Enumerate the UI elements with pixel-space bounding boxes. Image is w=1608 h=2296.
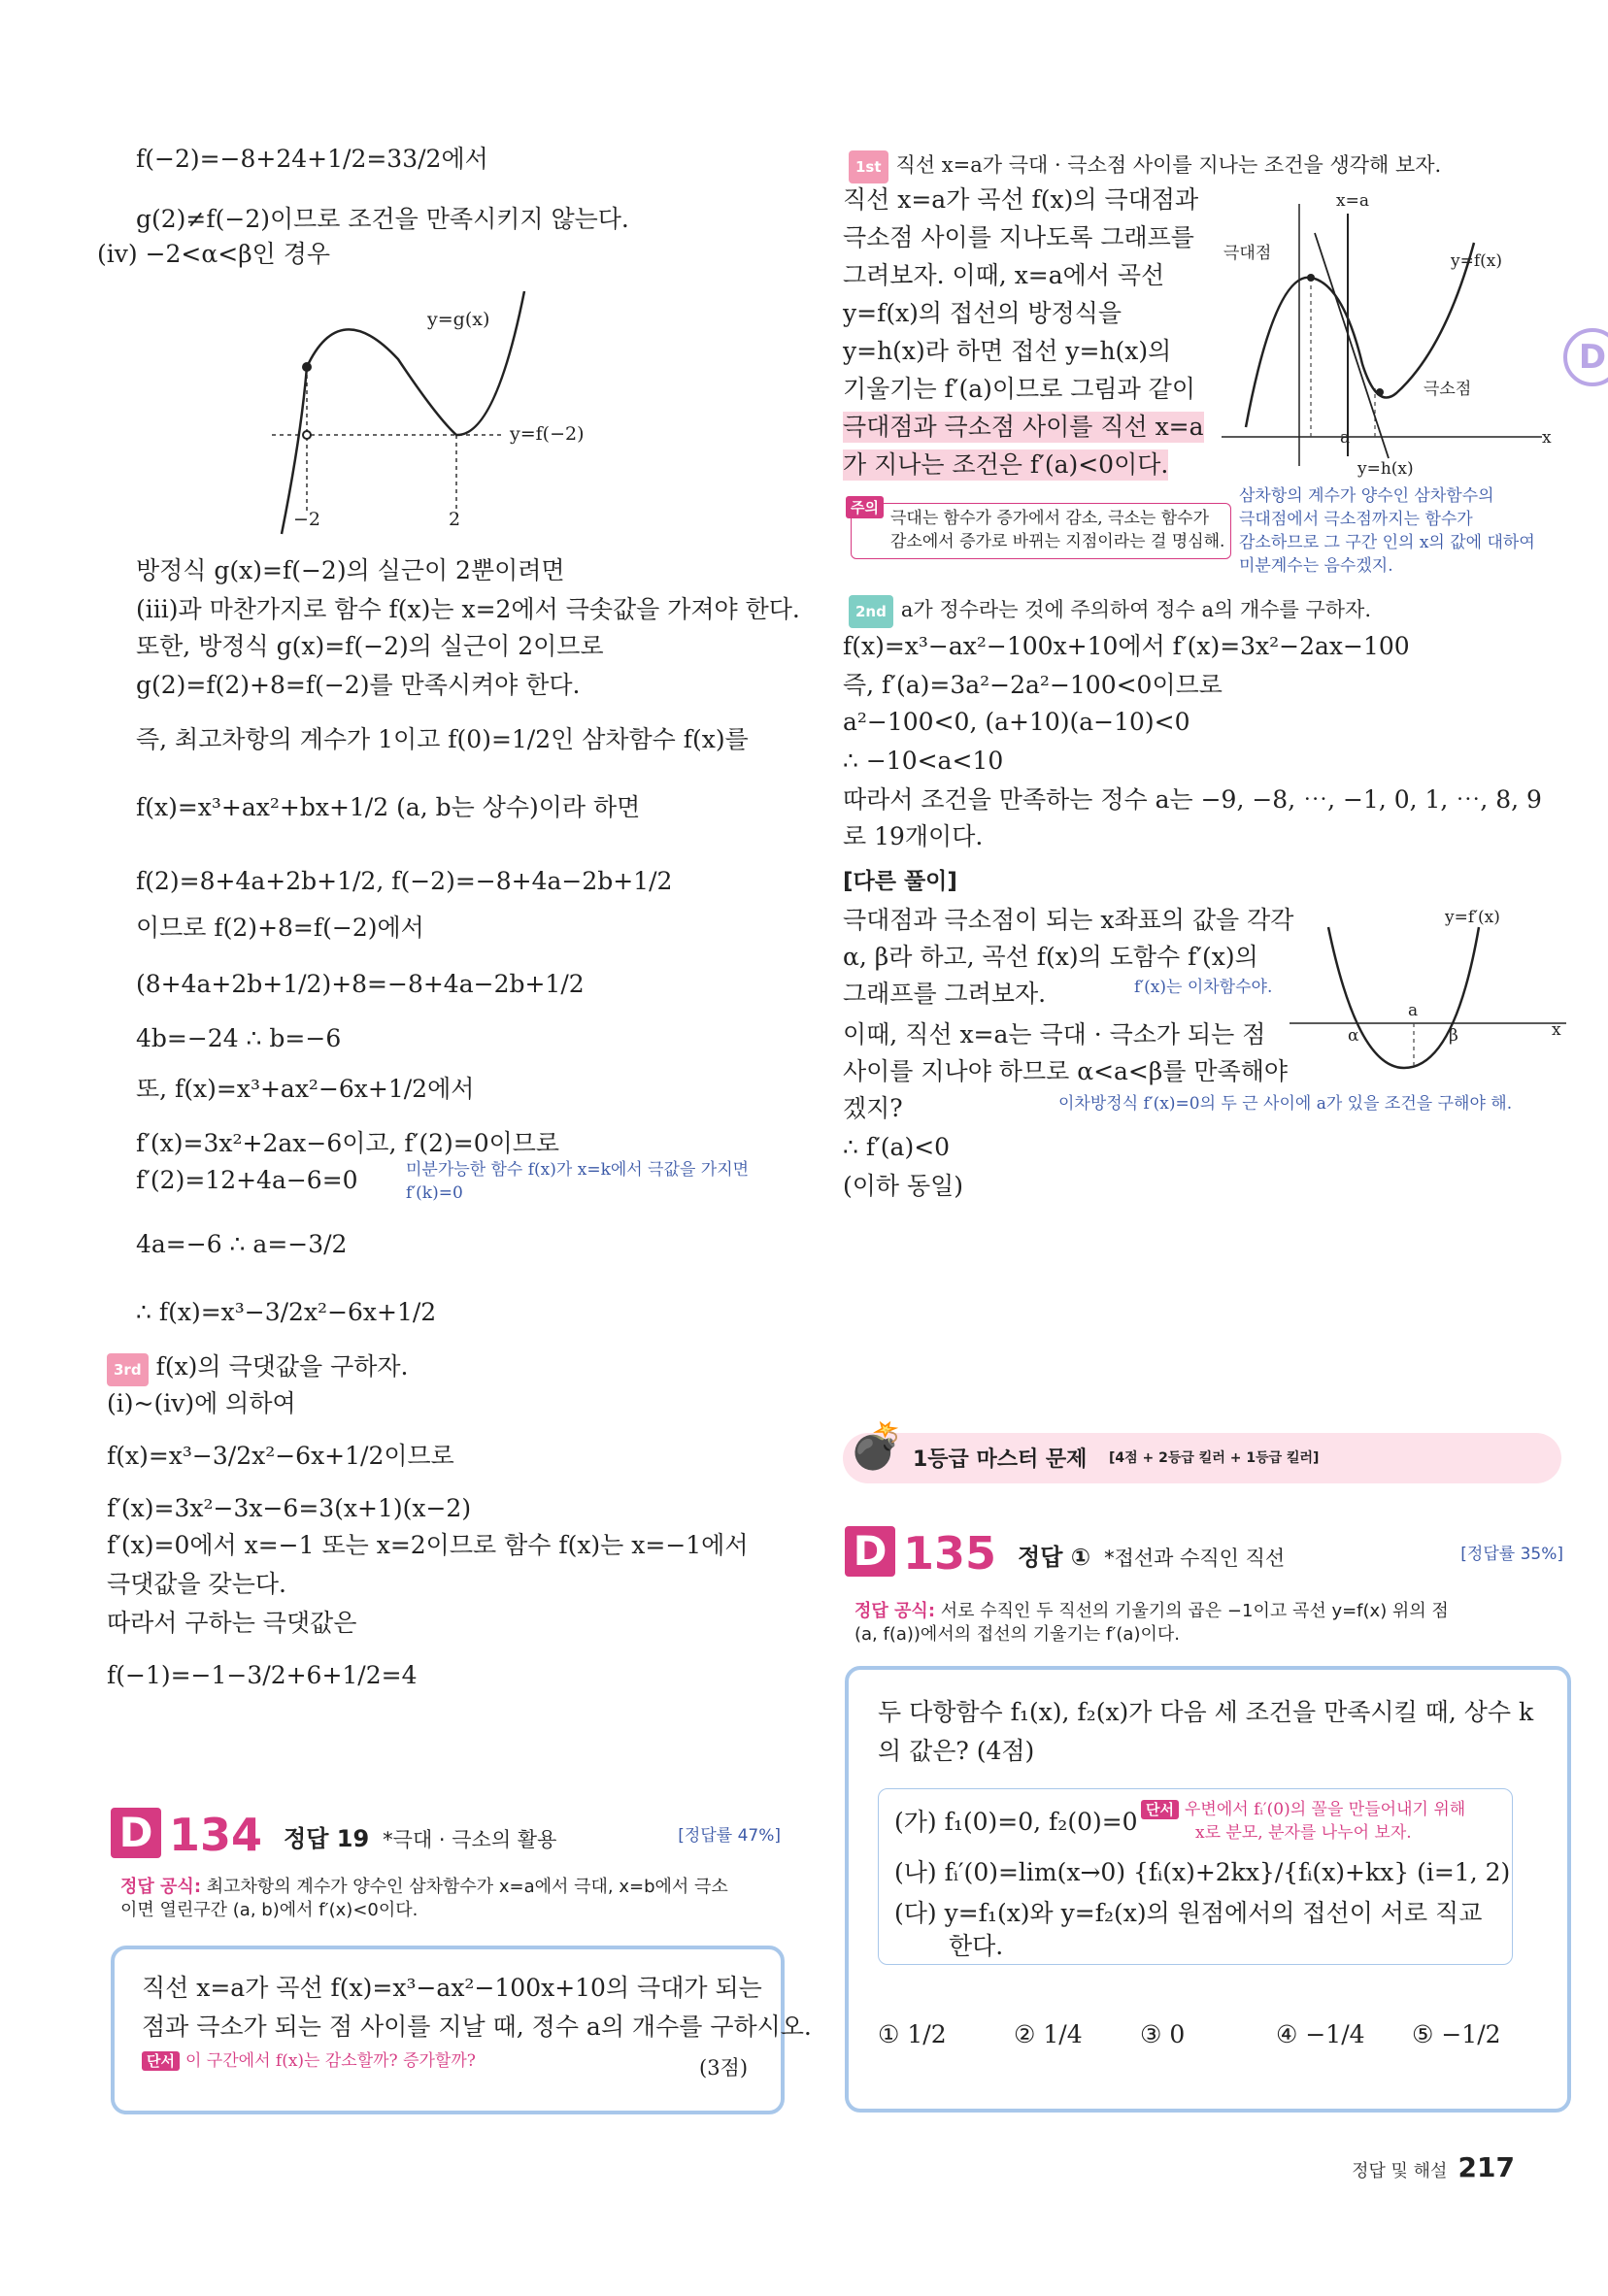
accuracy-rate: [정답률 35%] — [1460, 1545, 1563, 1564]
banner-sub: [4점 + 2등급 킬러 + 1등급 킬러] — [1109, 1450, 1320, 1466]
hint-text: x로 분모, 분자를 나누어 보자. — [1195, 1823, 1412, 1843]
formula-text: 서로 수직인 두 직선의 기울기의 곱은 −1이고 곡선 y=f(x) 위의 점 — [940, 1601, 1449, 1621]
formula-text: 이면 열린구간 (a, b)에서 f′(x)<0이다. — [120, 1900, 419, 1920]
formula-text: (a, f(a))에서의 접선의 기울기는 f′(a)이다. — [854, 1624, 1180, 1645]
text-line: y=h(x)라 하면 접선 y=h(x)의 — [843, 337, 1172, 365]
step-badge: 2nd — [849, 595, 893, 628]
step-heading — [849, 594, 1371, 628]
side-note: 감소하므로 그 구간 인의 x의 값에 대하여 — [1239, 533, 1535, 552]
graph-label: y=h(x) — [1357, 459, 1414, 479]
formula-text: 최고차항의 계수가 양수인 삼차함수가 x=a에서 극대, x=b에서 극소 — [206, 1877, 728, 1897]
text-line-highlight: 가 지나는 조건은 f′(a)<0이다. — [843, 450, 1169, 479]
condition: (가) f₁(0)=0, f₂(0)=0 — [894, 1808, 1138, 1836]
graph-f-prime — [1290, 922, 1571, 1097]
condition: 한다. — [949, 1932, 1004, 1960]
text-line: a²−100<0, (a+10)(a−10)<0 — [843, 708, 1190, 736]
text-line: f′(2)=12+4a−6=0 — [136, 1166, 358, 1194]
problem-number: 135 — [903, 1527, 997, 1580]
graph-label: β — [1449, 1026, 1458, 1046]
choice-1[interactable]: ① 1/2 — [878, 2020, 947, 2048]
text-line-highlight: 극대점과 극소점 사이를 직선 x=a — [843, 413, 1204, 441]
text-line: 직선 x=a가 곡선 f(x)의 극대점과 — [843, 185, 1199, 214]
formula-134 — [120, 1876, 771, 1922]
text-line: 4b=−24 ∴ b=−6 — [136, 1024, 342, 1052]
text-line: f(x)=x³−3/2x²−6x+1/2이므로 — [107, 1442, 454, 1470]
text-line: 겠지? — [843, 1094, 903, 1122]
points: (3점) — [699, 2056, 749, 2080]
x-tick: 2 — [449, 509, 461, 530]
master-banner — [843, 1419, 1561, 1483]
text-line: f(2)=8+4a+2b+1/2, f(−2)=−8+4a−2b+1/2 — [136, 867, 673, 895]
text-line: 즉, f′(a)=3a²−2a²−100<0이므로 — [843, 671, 1223, 699]
text-line: ∴ −10<a<10 — [843, 747, 1004, 775]
choice-4[interactable]: ④ −1/4 — [1276, 2020, 1365, 2048]
side-note: 미분가능한 함수 f(x)가 x=k에서 극값을 가지면 — [406, 1160, 750, 1180]
problem-letter: D — [845, 1526, 895, 1577]
graph-label: y=f′(x) — [1445, 908, 1500, 927]
hint-text: 우변에서 fᵢ′(0)의 꼴을 만들어내기 위해 — [1184, 1800, 1466, 1819]
text-line: 따라서 조건을 만족하는 정수 a는 −9, −8, ⋯, −1, 0, 1, ⋯, 8, 9 — [843, 785, 1542, 814]
text-line: ∴ f′(a)<0 — [843, 1133, 951, 1161]
text-line: 사이를 지나야 하므로 α<a<β를 만족해야 — [843, 1057, 1289, 1085]
graph-label: x — [1552, 1020, 1561, 1040]
text-line: 이므로 f(2)+8=f(−2)에서 — [136, 914, 424, 942]
x-tick: −2 — [293, 509, 321, 530]
text-line: f(−1)=−1−3/2+6+1/2=4 — [107, 1661, 418, 1689]
text-line: g(2)≠f(−2)이므로 조건을 만족시키지 않는다. — [136, 205, 629, 233]
banner-title: 1등급 마스터 문제 — [913, 1447, 1088, 1472]
text-line: α, β라 하고, 곡선 f(x)의 도함수 f′(x)의 — [843, 943, 1258, 971]
step-text: f(x)의 극댓값을 구하자. — [155, 1352, 409, 1381]
text-line: 또, f(x)=x³+ax²−6x+1/2에서 — [136, 1075, 475, 1103]
side-note: f′(k)=0 — [406, 1183, 463, 1203]
text-line: (이하 동일) — [843, 1172, 964, 1200]
text-line: (8+4a+2b+1/2)+8=−8+4a−2b+1/2 — [136, 970, 585, 998]
text-line: 극소점 사이를 지나도록 그래프를 — [843, 223, 1194, 251]
caution-box — [851, 499, 1231, 559]
case-heading: (iv) −2<α<β인 경우 — [97, 240, 331, 268]
step-badge: 1st — [849, 150, 888, 183]
question-line: 의 값은? (4점) — [878, 1737, 1035, 1765]
step-badge: 3rd — [107, 1353, 149, 1386]
problem-header-134 — [111, 1808, 781, 1861]
text-line: ∴ f(x)=x³−3/2x²−6x+1/2 — [136, 1298, 437, 1326]
line-label: y=f(−2) — [510, 423, 585, 445]
problem-letter: D — [111, 1808, 161, 1858]
choice-2[interactable]: ② 1/4 — [1014, 2020, 1083, 2048]
hint-tag: 단서 — [1141, 1800, 1179, 1819]
conditions-box — [878, 1788, 1513, 1965]
section-tab: D — [1563, 328, 1608, 386]
text-line: (i)~(iv)에 의하여 — [107, 1389, 296, 1417]
side-note: f′(x)는 이차함수야. — [1134, 978, 1273, 997]
hint-tag: 단서 — [142, 2051, 180, 2071]
text-line: 따라서 구하는 극댓값은 — [107, 1609, 357, 1637]
question-box-134 — [111, 1946, 812, 2114]
formula-label: 정답 공식: — [854, 1601, 936, 1621]
graph-f-tangent — [1222, 194, 1552, 476]
graph-label: α — [1348, 1026, 1359, 1046]
text-line: 또한, 방정식 g(x)=f(−2)의 실근이 2이므로 — [136, 632, 604, 660]
answer: 정답 ① — [1018, 1544, 1091, 1571]
step-heading — [107, 1351, 408, 1386]
text-line: 그려보자. 이때, x=a에서 곡선 — [843, 261, 1165, 289]
graph-label: 극소점 — [1424, 380, 1472, 399]
graph-label: y=f(x) — [1451, 251, 1502, 271]
step-heading — [849, 150, 1441, 183]
graph-label: a — [1340, 428, 1351, 448]
page-footer — [1352, 2151, 1515, 2183]
text-line: (iii)과 마찬가지로 함수 f(x)는 x=2에서 극솟값을 가져야 한다. — [136, 595, 800, 623]
formula-135 — [854, 1600, 1563, 1647]
condition: (나) fᵢ′(0)=lim(x→0) {fᵢ(x)+2kx}/{fᵢ(x)+kx} (i=1, 2) — [894, 1858, 1511, 1886]
side-note: 삼차항의 계수가 양수인 삼차함수의 — [1239, 486, 1494, 506]
step-text: 직선 x=a가 극대 · 극소점 사이를 지나는 조건을 생각해 보자. — [895, 153, 1442, 177]
text-line: 즉, 최고차항의 계수가 1이고 f(0)=1/2인 삼차함수 f(x)를 — [136, 725, 749, 753]
step-text: a가 정수라는 것에 주의하여 정수 a의 개수를 구하자. — [900, 598, 1372, 621]
choice-5[interactable]: ⑤ −1/2 — [1412, 2020, 1501, 2048]
choice-3[interactable]: ③ 0 — [1140, 2020, 1186, 2048]
topic: *극대 · 극소의 활용 — [383, 1828, 557, 1851]
text-line: f(x)=x³−ax²−100x+10에서 f′(x)=3x²−2ax−100 — [843, 632, 1410, 660]
side-note: 극대점에서 극소점까지는 함수가 — [1239, 510, 1473, 529]
problem-number: 134 — [169, 1809, 263, 1861]
text-line: 극대점과 극소점이 되는 x좌표의 값을 각각 — [843, 906, 1294, 934]
answer: 정답 19 — [284, 1825, 370, 1852]
accuracy-rate: [정답률 47%] — [678, 1826, 781, 1846]
text-line: 극댓값을 갖는다. — [107, 1570, 286, 1598]
text-line: 로 19개이다. — [843, 822, 984, 850]
question-box-135 — [845, 1666, 1571, 2113]
text-line: f(x)=x³+ax²+bx+1/2 (a, b는 상수)이라 하면 — [136, 793, 641, 821]
text-line: 4a=−6 ∴ a=−3/2 — [136, 1230, 348, 1258]
condition: (다) y=f₁(x)와 y=f₂(x)의 원점에서의 접선이 서로 직교 — [894, 1899, 1483, 1927]
alt-solution-title: [다른 풀이] — [843, 869, 957, 894]
graph-label: x=a — [1336, 191, 1369, 211]
bomb-icon: 💣 — [849, 1419, 905, 1472]
text-line: 그래프를 그려보자. — [843, 980, 1047, 1008]
topic: *접선과 수직인 직선 — [1104, 1547, 1286, 1570]
graph-label: x — [1542, 428, 1552, 448]
text-line: g(2)=f(2)+8=f(−2)를 만족시켜야 한다. — [136, 671, 581, 699]
question-line: 두 다항함수 f₁(x), f₂(x)가 다음 세 조건을 만족시킬 때, 상수 k — [878, 1698, 1534, 1726]
text-line: y=f(x)의 접선의 방정식을 — [843, 299, 1122, 327]
text-line: f′(x)=0에서 x=−1 또는 x=2이므로 함수 f(x)는 x=−1에서 — [107, 1531, 749, 1559]
footer-label: 정답 및 해설 — [1352, 2161, 1448, 2181]
side-note: 이차방정식 f′(x)=0의 두 근 사이에 a가 있을 조건을 구해야 해. — [1058, 1094, 1513, 1114]
hint-text: 이 구간에서 f(x)는 감소할까? 증가할까? — [184, 2051, 476, 2071]
text-line: 이때, 직선 x=a는 극대 · 극소가 되는 점 — [843, 1020, 1266, 1048]
text-line: 기울기는 f′(a)이므로 그림과 같이 — [843, 375, 1195, 403]
text-line: 방정식 g(x)=f(−2)의 실근이 2뿐이려면 — [136, 556, 565, 584]
page-number: 217 — [1457, 2151, 1515, 2183]
text-line: f(−2)=−8+24+1/2=33/2에서 — [136, 145, 488, 173]
caution-text: 감소에서 증가로 바뀌는 지점이라는 걸 명심해. — [890, 532, 1225, 551]
hint — [1141, 1799, 1465, 1820]
side-note: 미분계수는 음수겠지. — [1239, 556, 1393, 576]
problem-header-135 — [845, 1526, 1563, 1580]
question-line: 점과 극소가 되는 점 사이를 지날 때, 정수 a의 개수를 구하시오. — [142, 2013, 812, 2041]
hint — [142, 2050, 476, 2072]
question-line: 직선 x=a가 곡선 f(x)=x³−ax²−100x+10의 극대가 되는 — [142, 1974, 762, 2002]
text-line: f′(x)=3x²+2ax−6이고, f′(2)=0이므로 — [136, 1129, 560, 1157]
curve-label: y=g(x) — [427, 309, 490, 330]
caution-tag: 주의 — [846, 496, 884, 518]
graph-label: 극대점 — [1223, 244, 1272, 263]
formula-label: 정답 공식: — [120, 1877, 202, 1897]
graph-label: a — [1408, 1001, 1419, 1020]
text-line: f′(x)=3x²−3x−6=3(x+1)(x−2) — [107, 1494, 472, 1522]
caution-text: 극대는 함수가 증가에서 감소, 극소는 함수가 — [890, 509, 1210, 528]
